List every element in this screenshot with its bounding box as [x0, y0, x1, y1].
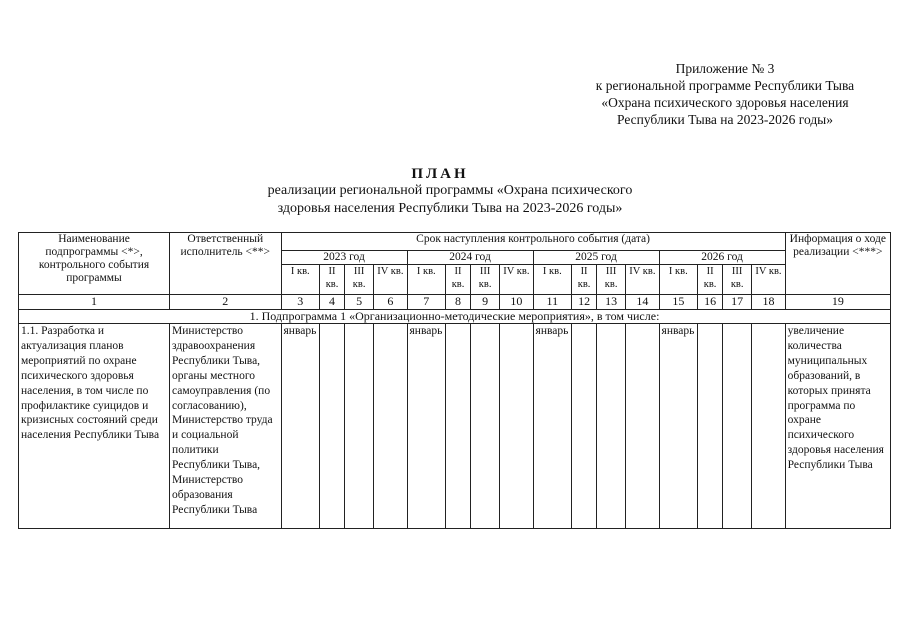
- header-executor: Ответственный исполнитель <**>: [170, 233, 281, 295]
- column-number: 10: [500, 295, 533, 310]
- header-quarter: I кв.: [407, 265, 446, 295]
- term-cell: [446, 324, 471, 529]
- appendix-block: [560, 60, 890, 128]
- term-cell: [374, 324, 407, 529]
- column-number: 16: [698, 295, 723, 310]
- table-row: [19, 324, 891, 529]
- term-cell: январь: [407, 324, 446, 529]
- header-quarter: I кв.: [533, 265, 572, 295]
- header-info: Информация о ходе реализации <***>: [785, 233, 890, 295]
- header-quarter: III кв.: [471, 265, 500, 295]
- header-year: 2024 год: [407, 251, 533, 265]
- header-quarter: IV кв.: [626, 265, 659, 295]
- header-quarter: II кв.: [446, 265, 471, 295]
- column-number: 9: [471, 295, 500, 310]
- term-cell: [471, 324, 500, 529]
- header-year: 2025 год: [533, 251, 659, 265]
- column-number: 4: [320, 295, 345, 310]
- term-cell: [500, 324, 533, 529]
- header-name: Наименование подпрограммы <*>, контрольного события программы: [19, 233, 170, 295]
- column-number: 19: [785, 295, 890, 310]
- term-cell: [320, 324, 345, 529]
- term-cell: [626, 324, 659, 529]
- column-number: 13: [597, 295, 626, 310]
- column-number: 8: [446, 295, 471, 310]
- header-quarter: I кв.: [659, 265, 698, 295]
- header-quarter: III кв.: [597, 265, 626, 295]
- header-quarter: I кв.: [281, 265, 320, 295]
- header-year: 2026 год: [659, 251, 785, 265]
- header-quarter: III кв.: [723, 265, 752, 295]
- term-cell: [698, 324, 723, 529]
- event-info: увеличение количества муниципальных образований, в которых принята программа по охране психического здоровья населения Республики Тыва: [785, 324, 890, 529]
- header-quarter: IV кв.: [500, 265, 533, 295]
- header-quarter: II кв.: [698, 265, 723, 295]
- term-cell: [345, 324, 374, 529]
- term-cell: [572, 324, 597, 529]
- column-number: 18: [752, 295, 785, 310]
- term-cell: январь: [281, 324, 320, 529]
- header-term: Срок наступления контрольного события (дата): [281, 233, 785, 251]
- appendix-line: Республики Тыва на 2023-2026 годы»: [616, 112, 834, 127]
- term-cell: [597, 324, 626, 529]
- appendix-line: «Охрана психического здоровья населения: [601, 95, 849, 110]
- header-quarter: II кв.: [320, 265, 345, 295]
- plan-subtitle: [180, 182, 720, 218]
- plan-table: [18, 232, 891, 529]
- column-number: 17: [723, 295, 752, 310]
- header-quarter: IV кв.: [752, 265, 785, 295]
- header-year: 2023 год: [281, 251, 407, 265]
- header-quarter: II кв.: [572, 265, 597, 295]
- header-quarter: IV кв.: [374, 265, 407, 295]
- column-number: 14: [626, 295, 659, 310]
- column-number: 3: [281, 295, 320, 310]
- plan-subtitle-line: здоровья населения Республики Тыва на 2023-2026 годы»: [277, 201, 623, 216]
- column-number: 5: [345, 295, 374, 310]
- plan-subtitle-line: реализации региональной программы «Охрана психического: [267, 183, 633, 198]
- appendix-line: к региональной программе Республики Тыва: [595, 78, 855, 93]
- event-name: 1.1. Разработка и актуализация планов мероприятий по охране психического здоровья населения, в том числе по профилактике суицидов и кризисных состояний среди населения Республики Тыва: [19, 324, 170, 529]
- column-number: 1: [19, 295, 170, 310]
- column-number: 7: [407, 295, 446, 310]
- column-numbers-row: [19, 295, 891, 310]
- term-cell: январь: [533, 324, 572, 529]
- column-number: 12: [572, 295, 597, 310]
- column-number: 2: [170, 295, 281, 310]
- column-number: 11: [533, 295, 572, 310]
- plan-title: ПЛАН: [411, 166, 469, 182]
- subprogram-row: 1. Подпрограмма 1 «Организационно-методические мероприятия», в том числе:: [19, 310, 891, 324]
- column-number: 6: [374, 295, 407, 310]
- appendix-line: Приложение № 3: [675, 61, 775, 76]
- term-cell: [723, 324, 752, 529]
- term-cell: [752, 324, 785, 529]
- event-executor: Министерство здравоохранения Республики Тыва, органы местного самоуправления (по согласованию), Министерство труда и социальной политики Республики Тыва, Министерство образования Республики Тыва: [170, 324, 281, 529]
- header-quarter: III кв.: [345, 265, 374, 295]
- column-number: 15: [659, 295, 698, 310]
- term-cell: январь: [659, 324, 698, 529]
